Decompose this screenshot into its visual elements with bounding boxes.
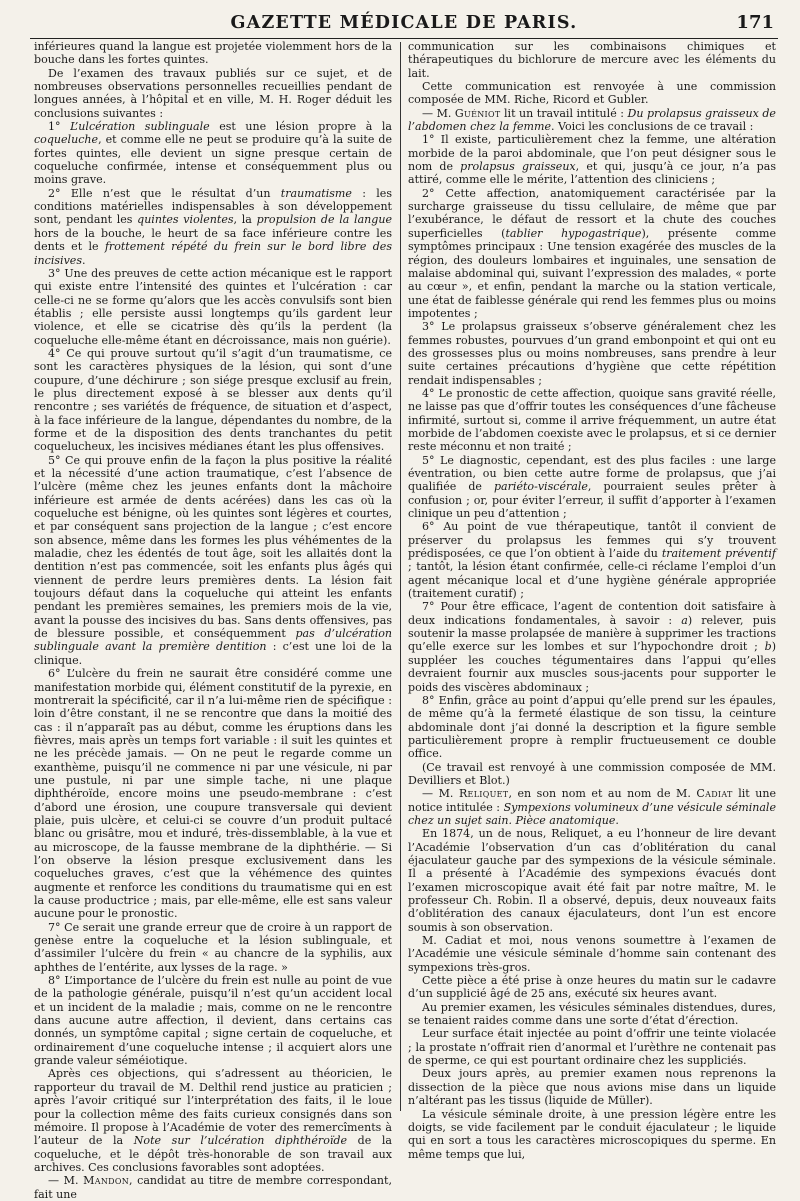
text-run: de la coqueluche, et le dépôt très-honorable de son travail aux archives. Ces conclusions favorables sont adoptées. — [34, 1134, 392, 1174]
italic-text: Note sur l’ulcération diphthéroïde — [133, 1134, 347, 1148]
italic-text: Du prolapsus graisseux de l’abdomen chez la femme — [408, 106, 776, 134]
page-number: 171 — [736, 12, 774, 33]
text-run: : c’est une loi de la clinique. — [34, 640, 392, 667]
text-run: 6° L’ulcère du frein ne saurait être considéré comme une manifestation morbide qui, élément constitutif de la pyrexie, en montrerait la spécificité, car il n’a lui-même rien de spécifique : loin d’être constant, il ne se rencontre que dans la moitié des cas : il n’apparaît pas au début, comme les éruptions dans les fièvres, mais après un temps fort variable : il suit les quintes et ne les précède jamais. — On ne peut le regarde comme un exanthème, puisqu’il ne commence ni par une vésicule, ni par une pustule, ni par une simple tache, ni une plaque diphthéroïde, encore moins une pseudo-membrane : c’est d’abord une érosion, une coupure transversale qui devient plaie, puis ulcère, et celui-ci se couvre d’un produit pultacé blanc ou grisâtre, mou et induré, très-dissemblable, à la vue et au microscope, de la fausse membrane de la diphthérie. — Si l’on observe la lésion presque exclusivement dans les coqueluches graves, c’est que la véhémence des quintes augmente et renforce les conditions du traumatisme qui en est la cause productrice ; mais, par elle-même, elle est sans valeur aucune pour le pronostic. — [34, 667, 392, 921]
paragraph — [408, 520, 776, 600]
text-run: , candidat au titre de membre correspondant, fait une — [34, 1174, 392, 1201]
text-run: 8° Enfin, grâce au point d’appui qu’elle prend sur les épaules, de même qu’à la fermeté élastique de son tissu, la ceinture abdominale dont j’ai donné la description et la figure semble particulièrement propre à remplir fructueusement ce double office. — [408, 693, 776, 761]
left-column — [34, 40, 392, 1201]
text-run: 3° Une des preuves de cette action mécanique est le rapport qui existe entre l’intensité des quintes et l’ulcération : car celle-ci ne se forme qu’alors que les accès convulsifs sont bien établis ; elle persiste aussi longtemps qu’ils gardent leur violence, et elle se cicatrise dès qu’ils la perdent (la coqueluche elle-même étant en décroissance, mais non guérie). — [34, 266, 392, 347]
text-run: 5° Le diagnostic, cependant, est des plus faciles : une large éventration, ou bien cette autre forme de prolapsus, que j’ai qualifiée de — [408, 453, 776, 494]
italic-text: coqueluche — [34, 133, 99, 147]
text-run: hors de la bouche, le heurt de sa face inférieure contre les dents et le — [34, 226, 392, 254]
page-header — [30, 8, 778, 39]
paragraph — [408, 761, 776, 788]
paragraph — [408, 80, 776, 107]
italic-text: a — [681, 613, 688, 627]
paragraph — [34, 40, 392, 67]
text-run: 6° Au point de vue thérapeutique, tantôt il convient de préserver du prolapsus les femmes qui s’y trouvent prédisposées, ce que l’on obtient à l’aide du — [408, 520, 776, 561]
text-run: De l’examen des travaux publiés sur ce sujet, et de nombreuses observations personnelles recueillies pendant de longues années, à l’hôpital et en ville, M. H. Roger déduit les conclusions suivantes : — [34, 66, 392, 120]
italic-text: propulsion de la langue — [256, 213, 392, 227]
text-run: M. Cadiat et moi, nous venons soumettre à l’examen de l’Académie une vésicule séminale d’homme sain contenant des sympexions très-gros. — [408, 934, 776, 974]
italic-text: traumatisme — [280, 186, 352, 200]
paragraph — [34, 667, 392, 921]
text-run: — M. — [48, 1174, 84, 1188]
text-run: 4° Le pronostic de cette affection, quoique sans gravité réelle, ne laisse pas que d’offrir toutes les conséquences d’une fâcheuse infirmité, surtout si, comme il arrive fréquemment, un autre état morbide de l’abdomen coexiste avec le prolapsus, et si ce dernier reste méconnu et non traité ; — [408, 386, 776, 454]
paragraph — [408, 600, 776, 693]
paragraph — [408, 454, 776, 521]
author-name: Mandon — [83, 1174, 130, 1188]
paragraph — [408, 320, 776, 387]
text-run: lit une notice intitulée : — [408, 787, 776, 814]
paragraph — [408, 1108, 776, 1161]
text-run: En 1874, un de nous, Reliquet, a eu l’honneur de lire devant l’Académie l’observation d’un cas d’oblitération du canal éjaculateur gauche par des sympexions de la vésicule séminale. Il a présenté à l’Académie des sympexions évacués dont l’examen microscopique avait été fait par notre maître, M. le professeur Ch. Robin. Il a observé, depuis, deux nouveaux faits d’oblitération des canaux éjaculateurs, dont l’un est encore soumis à son observation. — [408, 827, 776, 934]
text-run: : les conditions matérielles indispensables à son développement sont, pendant les — [34, 186, 392, 227]
text-run: 1° — [48, 120, 71, 134]
text-run: , pourraient seules prêter à confusion ; or, pour éviter l’erreur, il suffit d’apporter à l’examen clinique un peu d’attention ; — [408, 480, 776, 521]
text-run: . — [615, 813, 619, 827]
italic-text: L’ulcération sublinguale — [70, 120, 210, 134]
text-run: , et qui, jusqu’à ce jour, n’a pas attiré, comme elle le mérite, l’attention des cliniciens ; — [408, 160, 777, 187]
text-run: Deux jours après, au premier examen nous reprenons la dissection de la pièce que nous avions mise dans un liquide n’altérant pas les tissus (liquide de Müller). — [408, 1067, 776, 1108]
italic-text: prolapsus graisseux — [460, 160, 576, 174]
text-run: est une lésion propre à la — [209, 120, 392, 134]
italic-text: traitement préventif — [661, 547, 776, 561]
text-run: , et comme elle ne peut se produire qu’à la suite de fortes quintes, elle devient un signe presque certain de coqueluche confirmée, intense et conséquemment plus ou moins grave. — [34, 133, 392, 187]
paragraph — [408, 1001, 776, 1028]
paragraph — [408, 387, 776, 454]
paragraph — [408, 694, 776, 761]
text-run: 8° L’importance de l’ulcère du frein est nulle au point de vue de la pathologie générale, puisqu’il n’est qu’un accident local et un incident de la maladie ; mais, comme on ne le rencontre dans aucune autre affection, il devient, dans certains cas donnés, un symptôme capital ; signe certain de coqueluche, et ordinairement d’une coqueluche intense ; il acquiert alors une grande valeur séméiotique. — [34, 974, 392, 1068]
column-rule — [400, 42, 401, 1111]
text-run: . — [82, 253, 86, 267]
paragraph — [408, 827, 776, 934]
paragraph — [34, 347, 392, 454]
paragraph — [408, 787, 776, 827]
text-run: , la — [233, 213, 257, 227]
text-run: communication sur les combinaisons chimiques et thérapeutiques du bichlorure de mercure avec les éléments du lait. — [408, 40, 776, 80]
paragraph — [408, 187, 776, 320]
paragraph — [34, 120, 392, 187]
text-run: Cette communication est renvoyée à une commission composée de MM. Riche, Ricord et Gubler. — [408, 80, 776, 107]
paragraph — [408, 974, 776, 1001]
text-run: ; tantôt, la lésion étant confirmée, celle-ci réclame l’emploi d’un agent mécanique local et d’une hygiène générale appropriée (traitement curatif) ; — [408, 560, 776, 601]
text-run: , en son nom et au nom de M. — [508, 787, 697, 801]
italic-text: quintes violentes — [137, 213, 234, 227]
paragraph — [408, 1067, 776, 1107]
paragraph — [408, 40, 776, 80]
author-name: Cadiat — [696, 787, 733, 801]
paragraph — [34, 267, 392, 347]
text-run: — M. — [422, 106, 455, 120]
journal-title: GAZETTE MÉDICALE DE PARIS. — [230, 13, 578, 33]
text-run: 7° Pour être efficace, l’agent de contention doit satisfaire à deux indications fondamentales, à savoir : — [408, 600, 776, 627]
paragraph — [408, 133, 776, 186]
text-run: inférieures quand la langue est projetée violemment hors de la bouche dans les fortes quintes. — [34, 40, 392, 67]
text-run: 4° Ce qui prouve surtout qu’il s’agit d’un traumatisme, ce sont les caractères physiques de la lésion, qui sont d’une coupure, d’une déchirure ; son siége presque exclusif au frein, le plus directement exposé à se blesser aux dents qu’il rencontre ; ses variétés de fréquence, de situation et d’aspect, à la face inférieure de la langue, dépendantes du nombre, de la forme et de la disposition des dents tranchantes du petit coquelucheux, les incisives médianes étant les plus offensives. — [34, 346, 392, 454]
paragraph — [34, 974, 392, 1067]
italic-text: frottement répété du frein sur le bord libre des incisives — [34, 240, 392, 267]
paragraph — [34, 187, 392, 267]
paragraph — [408, 1027, 776, 1067]
author-name: Guéniot — [454, 106, 501, 120]
paragraph — [34, 921, 392, 974]
text-run: ) suppléer les couches tégumentaires dans l’appui qu’elles devraient fournir aux muscles sous-jacents pour supporter le poids des viscères abdominaux ; — [408, 640, 776, 694]
text-run: Leur surface était injectée au point d’offrir une teinte violacée ; la prostate n’offrait rien d’anormal et l’urèthre ne contenait pas de sperme, ce qui est pourtant ordinaire chez les suppliciés. — [408, 1027, 776, 1068]
text-run: — M. — [422, 787, 459, 801]
text-run: 7° Ce serait une grande erreur que de croire à un rapport de genèse entre la coqueluche et la lésion sublinguale, et d’assimiler l’ulcère du frein « au chancre de la syphilis, aux aphthes de l’entérite, aux lysses de la rage. » — [34, 920, 392, 974]
text-run: 2° Cette affection, anatomiquement caractérisée par la surcharge graisseuse du tissu cellulaire, de même que par l’exubérance, le défaut de ressort et la chute des couches superficielles ( — [408, 186, 776, 240]
text-run: 3° Le prolapsus graisseux s’observe généralement chez les femmes robustes, pourvues d’un grand embonpoint et qui ont eu des grossesses plus ou moins nombreuses, sans prendre à leur suite certaines précautions d’hygiène que cette répétition rendait indispensables ; — [408, 320, 776, 387]
text-run: 1° Il existe, particulièrement chez la femme, une altération morbide de la paroi abdominale, que l’on peut désigner sous le nom de — [408, 133, 776, 174]
author-name: Reliquet — [458, 787, 509, 801]
text-run: Au premier examen, les vésicules séminales distendues, dures, se tenaient raides comme dans une sorte d’état d’érection. — [408, 1000, 776, 1028]
paragraph — [408, 934, 776, 974]
text-run: 5° Ce qui prouve enfin de la façon la plus positive la réalité et la nécessité d’une action traumatique, c’est l’absence de l’ulcère (même chez les jeunes enfants dont la mâchoire inférieure est armée de dents acérées) dans les cas où la coqueluche est bénigne, où les quintes sont légères et courtes, et par conséquent sans projection de la langue ; c’est encore son absence, même dans les formes les plus véhémentes de la maladie, chez les édentés de tout âge, soit les allaités dont la dentition n’est pas commencée, soit les enfants plus âgés qui viennent de perdre leurs premières dents. La lésion fait toujours défaut dans la coqueluche qui atteint les enfants pendant les premières semaines, les premiers mois de la vie, avant la pousse des incisives du bas. Sans dents offensives, pas de blessure possible, et conséquemment — [34, 453, 392, 641]
text-run: lit un travail intitulé : — [500, 106, 628, 120]
text-run: (Ce travail est renvoyé à une commission composée de MM. Devilliers et Blot.) — [408, 760, 776, 787]
italic-text: pas d’ulcération sublinguale avant la première dentition — [34, 627, 392, 654]
paragraph — [408, 107, 776, 134]
text-run: Cette pièce a été prise à onze heures du matin sur le cadavre d’un supplicié âgé de 25 ans, exécuté six heures avant. — [408, 974, 776, 1001]
text-run: La vésicule séminale droite, à une pression légère entre les doigts, se vide facilement par le conduit éjaculateur ; le liquide qui en sort a tous les caractères microscopiques du sperme. En même temps que lui, — [408, 1107, 776, 1161]
text-run: Après ces objections, qui s’adressent au théoricien, le rapporteur du travail de M. Delthil rend justice au praticien ; après l’avoir critiqué sur l’interprétation des faits, il le loue pour la collection même des faits curieux consignés dans son mémoire. Il propose à l’Académie de voter des remercîments à l’auteur de la — [34, 1067, 392, 1148]
right-column — [408, 40, 777, 1161]
paragraph — [34, 1067, 392, 1174]
text-run: ) relever, puis soutenir la masse prolapsée de manière à supprimer les tractions qu’elle exerce sur les lombes et sur l’hypochondre droit ; — [408, 613, 777, 654]
text-run: 2° Elle n’est que le résultat d’un — [48, 186, 281, 200]
italic-text: tablier hypogastrique — [505, 226, 642, 240]
italic-text: Sympexions volumineux d’une vésicule séminale chez un sujet sain. Pièce anatomique — [408, 800, 776, 827]
paragraph — [34, 67, 392, 120]
text-run: . Voici les conclusions de ce travail : — [550, 120, 754, 134]
paragraph — [34, 454, 392, 668]
italic-text: b — [764, 640, 772, 654]
italic-text: pariéto-viscérale — [493, 480, 588, 494]
text-run: ), présente comme symptômes principaux : Une tension exagérée des muscles de la région, des douleurs lombaires et inguinales, une sensation de malaise abdominal qui, suivant l’expression des malades, « porte au cœur », et enfin, pendant la marche ou la station verticale, une état de faiblesse générale qui rend les femmes plus ou moins impotentes ; — [408, 226, 776, 320]
paragraph — [34, 1174, 392, 1201]
